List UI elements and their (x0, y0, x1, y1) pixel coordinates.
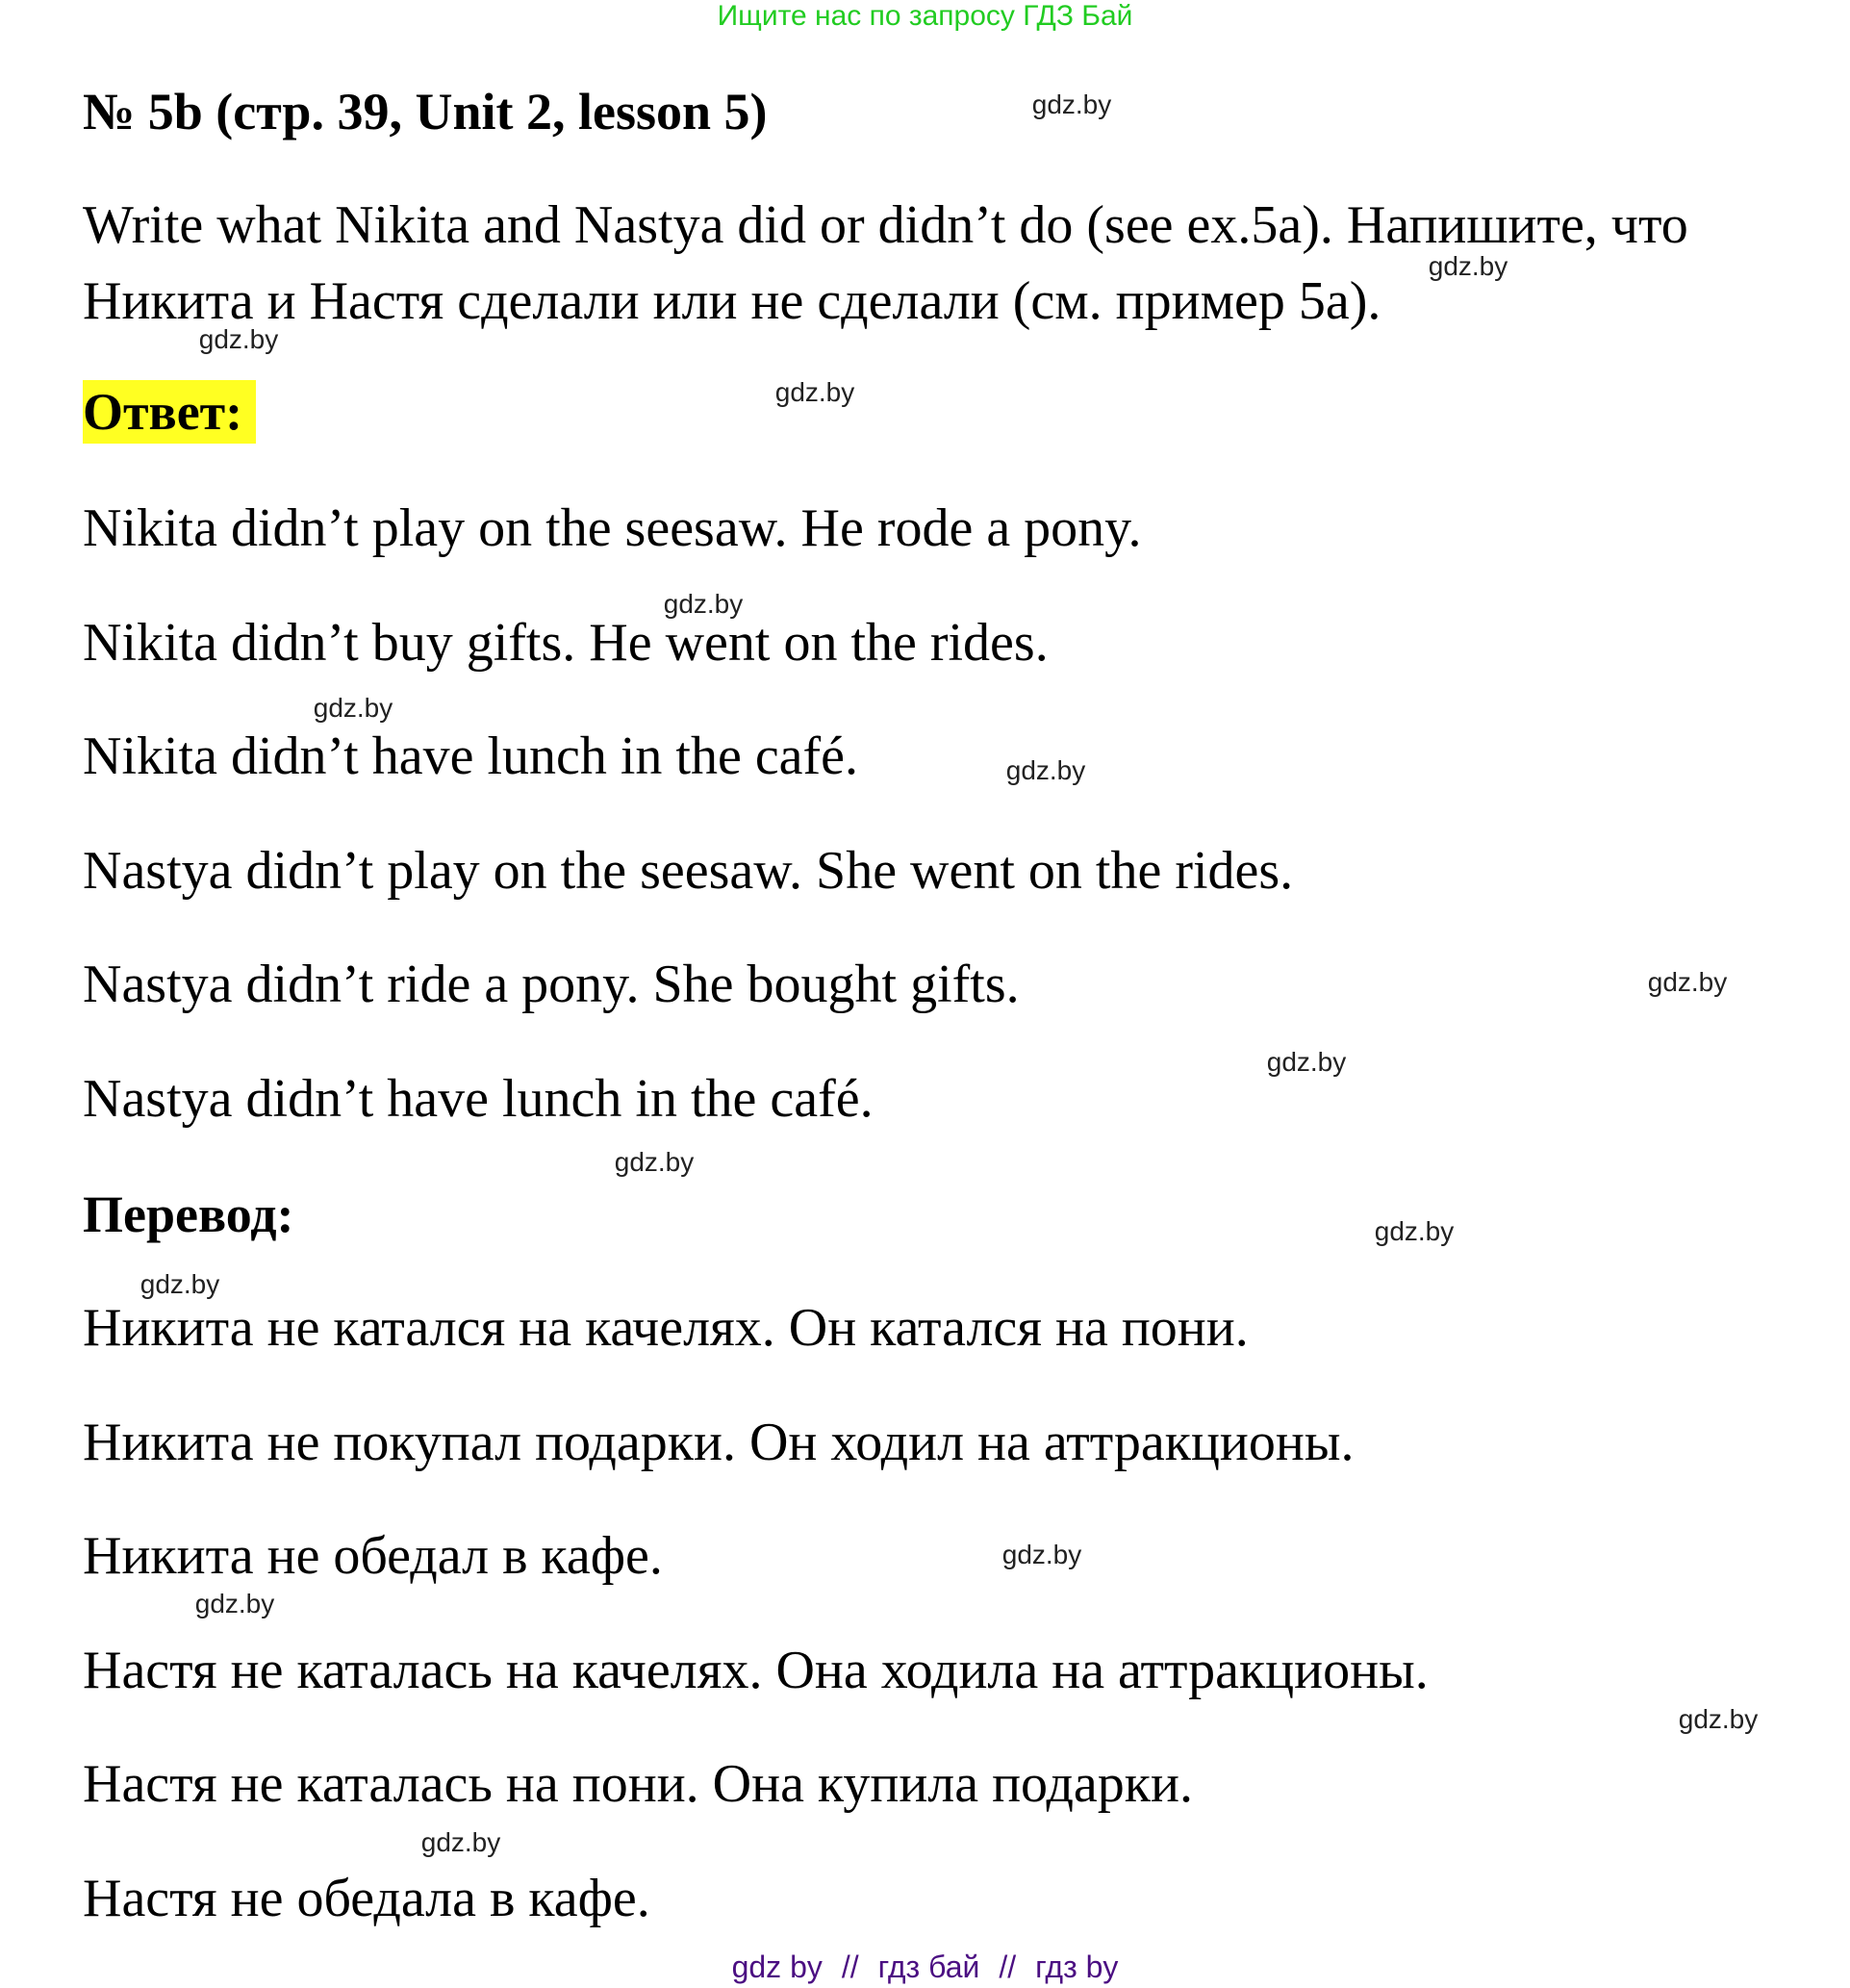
footer-separator: // (841, 1950, 859, 1984)
answer-line: Nikita didn’t have lunch in the café. (83, 726, 859, 786)
translation-line: Никита не обедал в кафе. (83, 1526, 663, 1586)
answer-line: Nastya didn’t ride a pony. She bought gifts. (83, 955, 1020, 1014)
watermark: gdz.by (663, 589, 744, 619)
translation-line: Настя не обедала в кафе. (83, 1869, 650, 1928)
watermark: gdz.by (198, 324, 279, 354)
watermark: gdz.by (614, 1147, 695, 1177)
answer-line: Nastya didn’t play on the seesaw. She went on the rides. (83, 841, 1294, 901)
watermark: gdz.by (139, 1269, 220, 1299)
translation-label: Перевод: (83, 1185, 294, 1243)
watermark: gdz.by (1678, 1704, 1759, 1734)
watermark: gdz.by (194, 1589, 275, 1618)
translation-line: Никита не покупал подарки. Он ходил на аттракционы. (83, 1413, 1355, 1472)
instruction-line: Никита и Настя сделали или не сделали (см. пример 5a). (83, 271, 1381, 331)
translation-line: Настя не каталась на качелях. Она ходила на аттракционы. (83, 1641, 1429, 1700)
watermark: gdz.by (1001, 1540, 1082, 1569)
answer-label: Ответ: (83, 383, 243, 441)
search-banner: Ищите нас по запросу ГДЗ Бай (717, 0, 1133, 32)
instruction-line: Write what Nikita and Nastya did or didn’t do (see ex.5a). Напишите, что (83, 195, 1688, 255)
watermark: gdz.by (774, 377, 855, 407)
answer-line: Nikita didn’t buy gifts. He went on the rides. (83, 613, 1049, 673)
footer-separator: // (999, 1950, 1017, 1984)
footer-link-gdz-by-cyr[interactable]: гдз by (1035, 1950, 1119, 1984)
watermark: gdz.by (313, 693, 393, 723)
watermark: gdz.by (1647, 967, 1728, 997)
exercise-title: № 5b (стр. 39, Unit 2, lesson 5) (83, 83, 768, 140)
answer-line: Nikita didn’t play on the seesaw. He rode a pony. (83, 498, 1142, 558)
translation-line: Никита не катался на качелях. Он катался на пони. (83, 1298, 1249, 1358)
answer-line: Nastya didn’t have lunch in the café. (83, 1069, 874, 1129)
watermark: gdz.by (1428, 251, 1508, 281)
watermark: gdz.by (1031, 89, 1112, 119)
footer-link-gdz-by[interactable]: gdz by (731, 1950, 823, 1984)
translation-line: Настя не каталась на пони. Она купила подарки. (83, 1754, 1193, 1814)
watermark: gdz.by (1005, 755, 1086, 785)
footer-link-gdz-bay[interactable]: гдз бай (877, 1950, 980, 1984)
watermark: gdz.by (420, 1827, 501, 1857)
watermark: gdz.by (1374, 1216, 1455, 1246)
answer-label-highlight (83, 380, 256, 444)
watermark: gdz.by (1266, 1047, 1347, 1077)
footer-links (0, 1950, 1850, 1984)
